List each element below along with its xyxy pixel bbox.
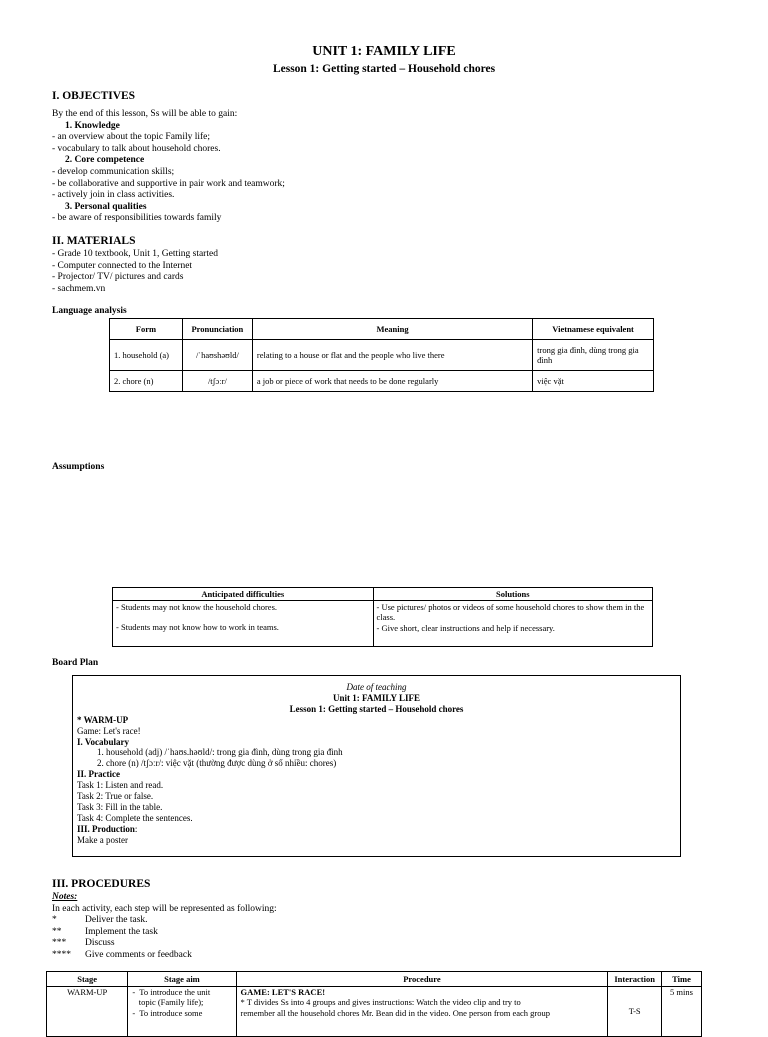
difficulties-cell [113,601,374,647]
personal-heading: 3. Personal qualities [65,201,147,212]
procedures-heading: III. PROCEDURES [52,878,151,890]
column-header: Form [110,319,183,340]
procedures-table [46,971,702,1037]
step-mark: ** [52,926,62,937]
board-task: Task 1: Listen and read. [77,780,164,791]
procedure-cell [236,987,608,1037]
board-production: Make a poster [77,834,128,845]
lesson-title: Lesson 1: Getting started – Household chores [272,63,496,75]
solution-item: - Give short, clear instructions and help if necessary. [376,622,555,633]
interaction-cell: T-S [608,987,662,1037]
step-mark: **** [52,949,71,960]
materials-item: - Projector/ TV/ pictures and cards [52,272,184,283]
step-text: Give comments or feedback [85,949,192,960]
table-header-row [113,588,653,601]
step-mark: *** [52,938,67,949]
materials-item: - Grade 10 textbook, Unit 1, Getting started [52,249,218,259]
aim-line: - To introduce the unit [132,987,211,997]
assumptions-table [112,587,653,647]
form-cell: 1. household (a) [110,340,183,371]
meaning-cell: relating to a house or flat and the people who live there [252,340,532,371]
notes-intro: In each activity, each step will be represented as following: [52,903,277,914]
column-header: Anticipated difficulties [113,588,374,601]
knowledge-item: - an overview about the topic Family life; [52,132,211,143]
materials-item: - Computer connected to the Internet [52,260,193,271]
materials-heading: II. MATERIALS [52,235,136,247]
solutions-cell [373,601,652,647]
column-header: Solutions [373,588,652,601]
notes-label: Notes: [52,892,78,902]
step-mark: * [52,915,57,926]
table-row [110,371,654,392]
personal-item: - be aware of responsibilities towards family [52,213,222,224]
competence-item: - actively join in class activities. [52,190,175,201]
time-cell: 5 mins [662,987,702,1037]
stage-cell: WARM-UP [47,987,128,1037]
board-vocab-item: 2. chore (n) /tʃɔːr/: việc vặt (thường được dùng ở số nhiều: chores) [97,758,337,769]
column-header: Time [662,972,702,987]
column-header: Stage aim [128,972,236,987]
materials-list [52,249,218,295]
stage-aim-cell [128,987,236,1037]
table-header-row [110,319,654,340]
vietnamese-cell: trong gia đình, dùng trong gia đình [533,340,654,371]
difficulty-item: - Students may not know how to work in teams. [116,622,279,633]
language-analysis-table [109,318,654,392]
column-header: Stage [47,972,128,987]
difficulty-item: - Students may not know the household chores. [116,602,278,612]
step-text: Implement the task [85,926,158,937]
board-task: Task 4: Complete the sentences. [77,812,193,823]
table-row [113,601,653,647]
vietnamese-cell: việc vặt [533,371,654,392]
materials-item: - sachmem.vn [52,283,106,294]
board-production-heading: III. Production [77,823,135,834]
knowledge-item: - vocabulary to talk about household chores. [52,143,221,154]
procedure-title: GAME: LET'S RACE! [240,987,326,997]
knowledge-heading: 1. Knowledge [65,120,120,131]
competence-heading: 2. Core competence [65,155,145,166]
objectives-intro: By the end of this lesson, Ss will be able to gain: [52,109,238,119]
column-header: Interaction [608,972,662,987]
table-row [110,340,654,371]
board-vocab-item: 1. household (adj) /ˈhaʊs.həʊld/: trong gia đình, dùng trong gia đình [97,747,343,758]
procedures-notes [52,892,277,962]
board-lesson: Lesson 1: Getting started – Household chores [289,703,464,714]
aim-line: - To introduce some [132,1007,203,1018]
column-header: Procedure [236,972,608,987]
step-text: Discuss [85,938,115,949]
board-unit: Unit 1: FAMILY LIFE [333,692,420,703]
solution-item: - Use pictures/ photos or videos of some household chores to show them in the class. [376,602,645,623]
objectives-section [52,109,285,225]
competence-item: - be collaborative and supportive in pair work and teamwork; [52,178,285,189]
table-header-row [47,972,702,987]
column-header: Vietnamese equivalent [533,319,654,340]
unit-title: UNIT 1: FAMILY LIFE [312,44,456,59]
board-plan-heading: Board Plan [52,658,99,668]
board-warmup: * WARM-UP [77,714,129,725]
column-header: Meaning [252,319,532,340]
pronunciation-cell: /tʃɔːr/ [182,371,252,392]
form-cell: 2. chore (n) [110,371,183,392]
board-task: Task 3: Fill in the table. [77,801,163,812]
board-game: Game: Let's race! [77,725,141,736]
competence-item: - develop communication skills; [52,166,175,177]
column-header: Pronunciation [182,319,252,340]
procedure-line: remember all the household chores Mr. Bean did in the video. One person from each group [240,1007,550,1018]
pronunciation-cell: /ˈhaʊshəʊld/ [182,340,252,371]
board-task: Task 2: True or false. [77,791,154,802]
language-analysis-heading: Language analysis [52,306,127,316]
assumptions-heading: Assumptions [52,462,105,472]
objectives-heading: I. OBJECTIVES [52,90,136,102]
step-text: Deliver the task. [85,915,148,926]
procedure-line: * T divides Ss into 4 groups and gives instructions: Watch the video clip and try to [240,997,521,1008]
board-date: Date of teaching [346,682,407,692]
aim-line: topic (Family life); [132,997,204,1008]
table-row [47,987,702,1037]
meaning-cell: a job or piece of work that needs to be done regularly [252,371,532,392]
board-vocab-heading: I. Vocabulary [77,736,130,747]
board-practice-heading: II. Practice [77,769,120,780]
board-production-colon: : [134,823,138,834]
board-plan-box [72,675,681,857]
